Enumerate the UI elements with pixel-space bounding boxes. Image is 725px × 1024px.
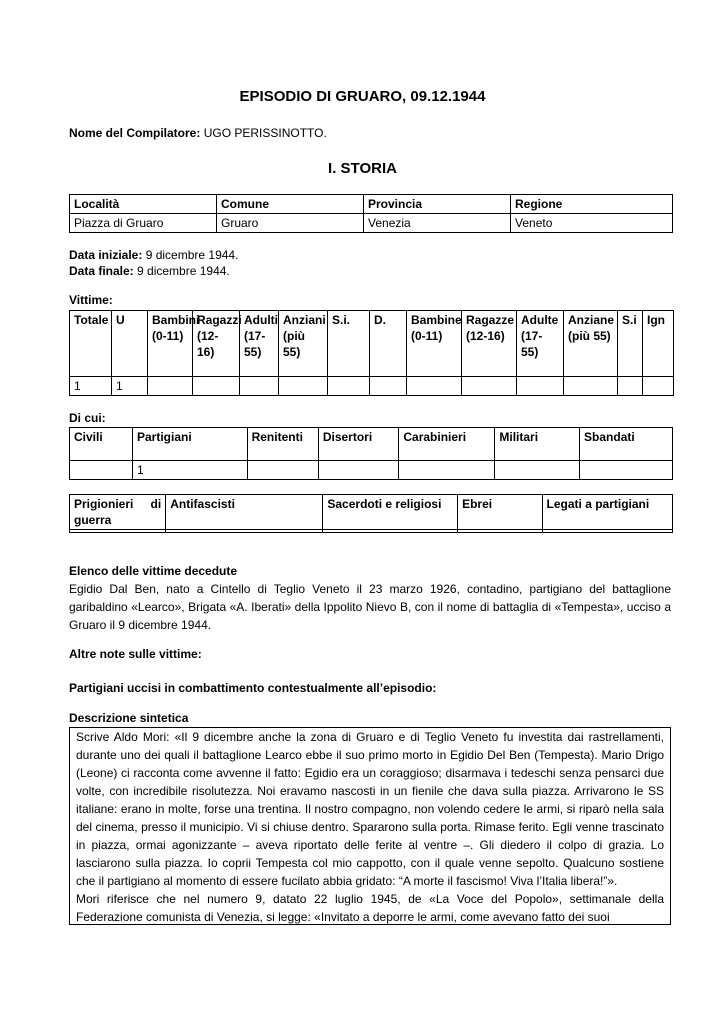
- victims-header-cell: Adulte (17-55): [517, 311, 564, 377]
- victims-table: [69, 310, 674, 396]
- di-cui-header-cell: Partigiani: [132, 428, 247, 461]
- other-value-cell: [458, 530, 542, 533]
- victims-value-cell: [462, 377, 517, 396]
- victims-label: Vittime:: [69, 293, 113, 307]
- start-date-value: 9 dicembre 1944.: [145, 248, 239, 262]
- di-cui-header-cell: Sbandati: [580, 428, 673, 461]
- victims-value-cell: 1: [112, 377, 148, 396]
- location-header-regione: Regione: [511, 195, 673, 214]
- section-title: I. STORIA: [328, 160, 397, 177]
- description-box: [69, 727, 671, 925]
- victims-header-cell: Anziani (più 55): [279, 311, 328, 377]
- di-cui-header-cell: Civili: [70, 428, 133, 461]
- other-header-cell: Antifascisti: [166, 495, 323, 530]
- location-value-localita: Piazza di Gruaro: [70, 214, 217, 233]
- di-cui-value-cell: 1: [132, 461, 247, 480]
- di-cui-header-cell: Militari: [495, 428, 580, 461]
- page-title: EPISODIO DI GRUARO, 09.12.1944: [239, 88, 486, 105]
- di-cui-value-cell: [580, 461, 673, 480]
- victims-header-cell: Anziane (più 55): [564, 311, 618, 377]
- di-cui-table: [69, 427, 673, 480]
- location-value-regione: Veneto: [511, 214, 673, 233]
- partisans-heading: Partigiani uccisi in combattimento contestualmente all’episodio:: [69, 681, 437, 695]
- description-heading: Descrizione sintetica: [69, 711, 189, 725]
- di-cui-value-cell: [495, 461, 580, 480]
- start-date: [69, 247, 238, 263]
- location-table: [69, 194, 673, 233]
- di-cui-value-cell: [318, 461, 399, 480]
- end-date-value: 9 dicembre 1944.: [137, 264, 230, 278]
- victims-header-cell: S.i.: [328, 311, 370, 377]
- description-paragraph: Mori riferisce che nel numero 9, datato 22 luglio 1945, de «La Voce del Popolo», settimanale della Federazione comunista di Venezia, si legge: «Invitato a deporre le armi, come avevano fatto dei suoi: [76, 892, 664, 924]
- victims-value-cell: [279, 377, 328, 396]
- other-value-cell: [70, 530, 166, 533]
- victims-value-cell: [564, 377, 618, 396]
- other-notes-heading: Altre note sulle vittime:: [69, 647, 202, 661]
- victims-value-cell: 1: [70, 377, 112, 396]
- other-value-cell: [166, 530, 323, 533]
- end-date-label: Data finale:: [69, 264, 134, 278]
- victims-list-heading: Elenco delle vittime decedute: [69, 564, 238, 578]
- compiler-value: UGO PERISSINOTTO.: [203, 126, 327, 140]
- other-value-cell: [323, 530, 458, 533]
- end-date: [69, 263, 238, 279]
- di-cui-value-cell: [399, 461, 495, 480]
- di-cui-header-cell: Renitenti: [247, 428, 318, 461]
- location-value-provincia: Venezia: [364, 214, 511, 233]
- location-value-comune: Gruaro: [217, 214, 364, 233]
- di-cui-header-cell: Carabinieri: [399, 428, 495, 461]
- di-cui-label: Di cui:: [69, 411, 106, 425]
- di-cui-value-cell: [247, 461, 318, 480]
- location-header-provincia: Provincia: [364, 195, 511, 214]
- other-value-cell: [542, 530, 672, 533]
- victims-header-cell: Ragazze (12-16): [462, 311, 517, 377]
- other-categories-table: [69, 494, 673, 533]
- victims-header-cell: Bambine (0-11): [407, 311, 462, 377]
- victims-value-cell: [328, 377, 370, 396]
- other-header-cell: Ebrei: [458, 495, 542, 530]
- victims-value-cell: [148, 377, 193, 396]
- victims-header-cell: Totale: [70, 311, 112, 377]
- description-paragraph: Scrive Aldo Mori: «Il 9 dicembre anche la zona di Gruaro e di Teglio Veneto fu investita dai rastrellamenti, durante uno dei quali il battaglione Learco ebbe il suo primo morto in Egidio Del Ben (Tempesta). Mario Drigo (Leone) ci racconta come avvenne il fatto: Egidio era un coraggioso; disarmava i tedeschi senza pensarci due volte, con incredibile risolutezza. Noi eravamo nascosti in un fienile che dava sulla piazza. Arrivarono le SS italiane: erano in molte, forse una trentina. Il nostro compagno, non volendo cedere le armi, si riparò nella sala del cinema, presso il municipio. Vi si chiuse dentro. Spararono sulla porta. Rimase ferito. Egli venne trascinato in piazza, ormai agonizzante – aveva riportato delle ferite al ventre –. Gli diedero il colpo di grazia. Lo lasciarono sulla piazza. Io coprii Tempesta col mio cappotto, con il quale venne sepolto. Qualcuno sostiene che il partigiano al momento di essere fucilato abbia gridato: “A morte il fascismo! Viva l’Italia libera!”».: [76, 730, 664, 888]
- victims-header-cell: Ragazzi (12-16): [193, 311, 240, 377]
- victims-value-cell: [643, 377, 674, 396]
- victims-header-cell: D.: [370, 311, 407, 377]
- start-date-label: Data iniziale:: [69, 248, 143, 262]
- di-cui-value-cell: [70, 461, 133, 480]
- victims-header-cell: S.i: [618, 311, 643, 377]
- other-header-cell: Legati a partigiani: [542, 495, 672, 530]
- victims-header-cell: Adulti (17-55): [240, 311, 279, 377]
- victims-value-cell: [240, 377, 279, 396]
- compiler-line: [69, 126, 327, 140]
- other-header-cell: Prigionieri di guerra: [70, 495, 166, 530]
- victims-value-cell: [618, 377, 643, 396]
- compiler-label: Nome del Compilatore:: [69, 126, 201, 140]
- victims-list-text: Egidio Dal Ben, nato a Cintello di Teglio Veneto il 23 marzo 1926, contadino, partigiano del battaglione garibaldino «Learco», Brigata «A. Iberati» della Ippolito Nievo B, con il nome di battaglia di «Tempesta», ucciso a Gruaro il 9 dicembre 1944.: [69, 582, 671, 632]
- location-header-comune: Comune: [217, 195, 364, 214]
- victims-header-cell: Bambini (0-11): [148, 311, 193, 377]
- victims-value-cell: [370, 377, 407, 396]
- dates-block: [69, 247, 238, 279]
- other-header-cell: Sacerdoti e religiosi: [323, 495, 458, 530]
- victims-header-cell: U: [112, 311, 148, 377]
- victims-value-cell: [517, 377, 564, 396]
- victims-value-cell: [407, 377, 462, 396]
- di-cui-header-cell: Disertori: [318, 428, 399, 461]
- location-header-localita: Località: [70, 195, 217, 214]
- victims-value-cell: [193, 377, 240, 396]
- victims-header-cell: Ign: [643, 311, 674, 377]
